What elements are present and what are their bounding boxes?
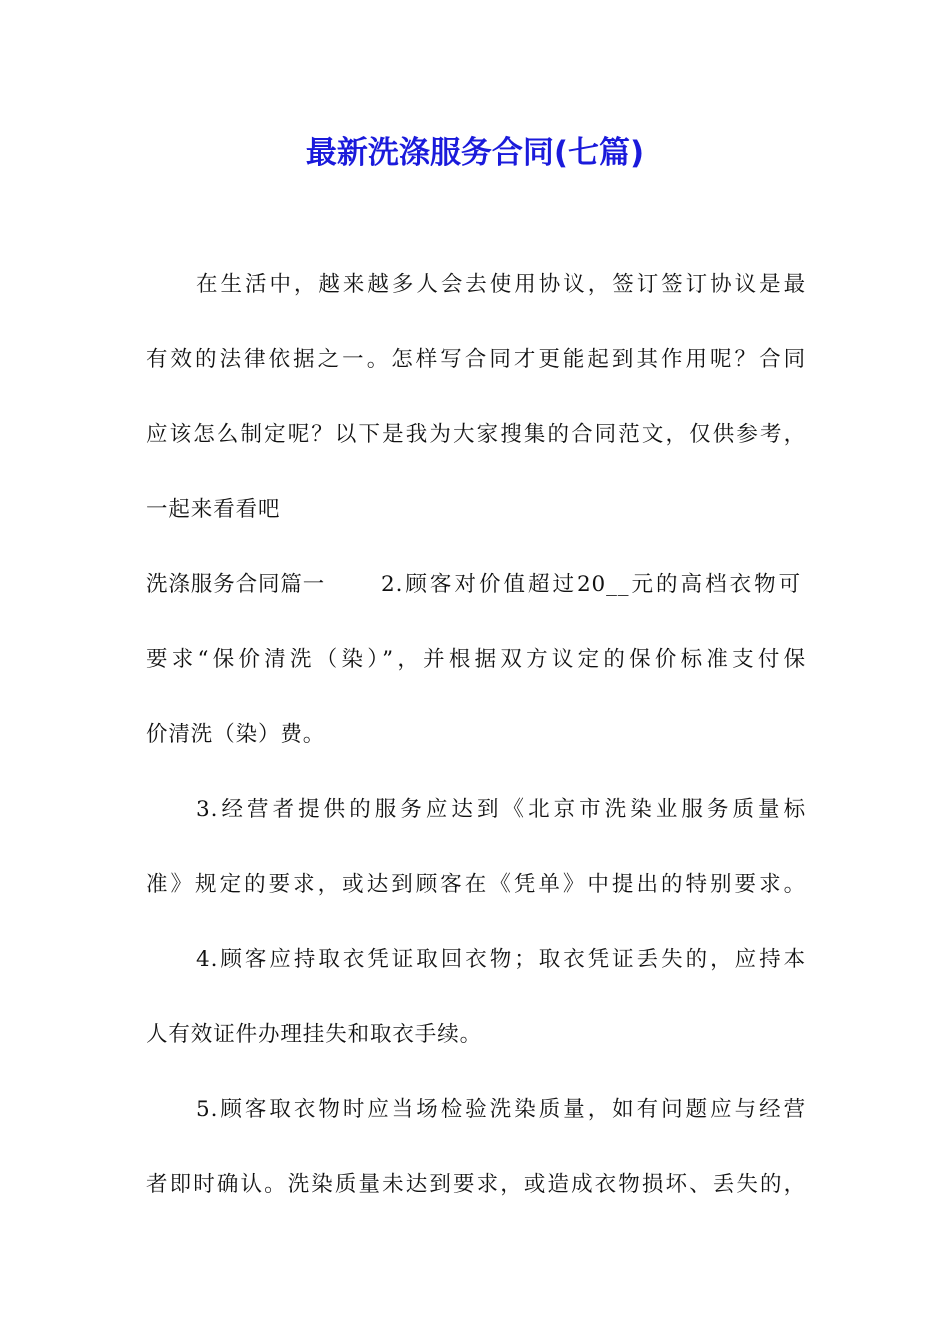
paragraph-line: 要求“保价清洗（染）”，并根据双方议定的保价标准支付保 <box>146 647 806 672</box>
paragraph-line: 3.经营者提供的服务应达到《北京市洗染业服务质量标 <box>196 797 806 822</box>
paragraph-line: 5.顾客取衣物时应当场检验洗染质量，如有问题应与经营 <box>196 1097 806 1122</box>
paragraph-line: 4.顾客应持取衣凭证取回衣物；取衣凭证丢失的，应持本 <box>196 947 806 972</box>
paragraph-line: 准》规定的要求，或达到顾客在《凭单》中提出的特别要求。 <box>146 872 806 897</box>
paragraph-line: 价清洗（染）费。 <box>146 722 326 747</box>
paragraph-line: 一起来看看吧 <box>146 497 281 522</box>
paragraph-line: 应该怎么制定呢？以下是我为大家搜集的合同范文，仅供参考， <box>146 422 806 447</box>
section-heading: 洗涤服务合同篇一 <box>146 572 326 597</box>
paragraph-line: 2.顾客对价值超过20__元的高档衣物可 <box>381 572 801 597</box>
section-heading-line <box>146 570 806 600</box>
paragraph-line: 在生活中，越来越多人会去使用协议，签订签订协议是最 <box>196 272 806 297</box>
paragraph-line: 有效的法律依据之一。怎样写合同才更能起到其作用呢？合同 <box>146 347 806 372</box>
paragraph-line: 者即时确认。洗染质量未达到要求，或造成衣物损坏、丢失的， <box>146 1172 806 1197</box>
paragraph-line: 人有效证件办理挂失和取衣手续。 <box>146 1022 483 1047</box>
document-title: 最新洗涤服务合同(七篇) <box>305 135 645 171</box>
